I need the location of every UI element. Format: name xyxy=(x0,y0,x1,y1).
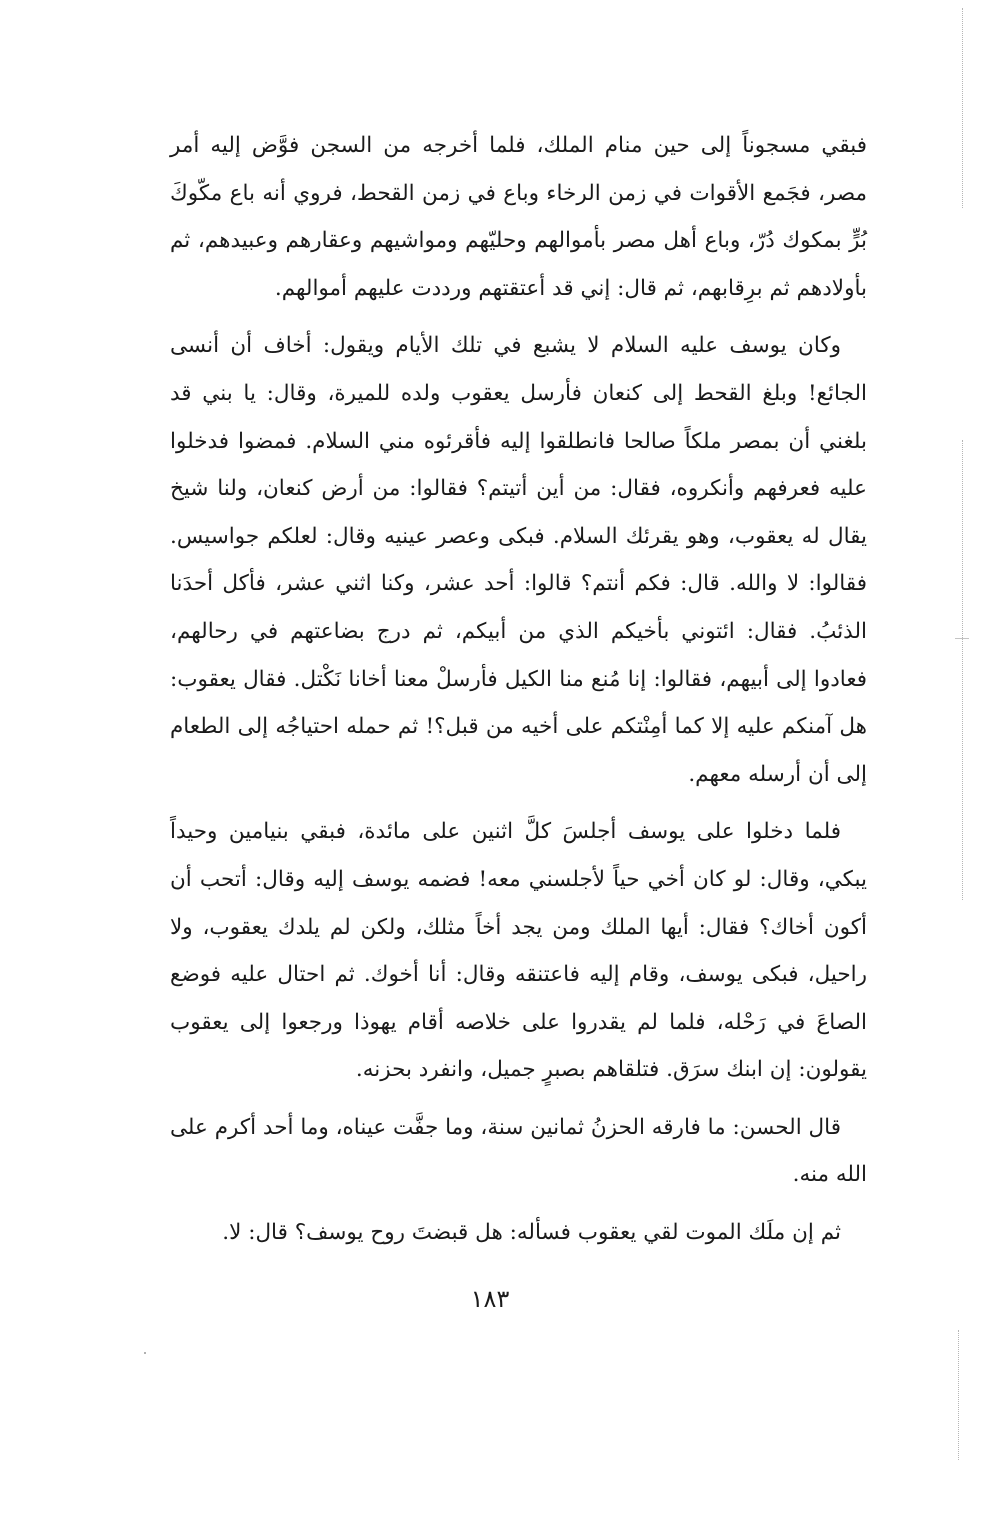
scan-edge-line xyxy=(958,1330,959,1460)
scan-speck xyxy=(144,1352,146,1354)
paragraph-angel-of-death: ثم إن ملَك الموت لقي يعقوب فسأله: هل قبضتَ روح يوسف؟ قال: لا. xyxy=(222,1220,841,1246)
scan-edge-line xyxy=(962,8,963,208)
scan-edge-mark xyxy=(955,638,969,639)
paragraph-joseph-stores-grain: فبقي مسجوناً إلى حين منام الملك، فلما أخرجه من السجن فوَّض إليه أمر مصر، فجَمع الأقوات في زمن الرخاء وباع في زمن القحط، فروي أنه باع مكّوكَ بُرٍّ بمكوك دُرّ، وباع أهل مصر بأموالهم وحليّهم ومواشيهم وعقارهم وعبيدهم، ثم بأولادهم ثم برِقابهم، ثم قال: إني قد أعتقتهم ورددت عليهم أموالهم. xyxy=(170,133,867,301)
paragraph-hasan-saying: قال الحسن: ما فارقه الحزنُ ثمانين سنة، وما جفَّت عيناه، وما أحد أكرم على الله منه. xyxy=(170,1114,867,1188)
paragraph-brothers-come-to-egypt: وكان يوسف عليه السلام لا يشبع في تلك الأيام ويقول: أخاف أن أنسى الجائع! وبلغ القحط إلى كنعان فأرسل يعقوب ولده للميرة، وقال: يا بني قد بلغني أن بمصر ملكاً صالحا فانطلقوا إليه فأقرئوه مني السلام. فمضوا فدخلوا عليه فعرفهم وأنكروه، فقال: من أين أتيتم؟ فقالوا: من أرض كنعان، ولنا شيخ يقال له يعقوب، وهو يقرئك السلام. فبكى وعصر عينيه وقال: لعلكم جواسيس. فقالوا: لا والله. قال: فكم أنتم؟ قالوا: أحد عشر، وكنا اثني عشر، فأكل أحدَنا الذئبُ. فقال: ائتوني بأخيكم الذي من أبيكم، ثم درج بضاعتهم في رحالهم، فعادوا إلى أبيهم، فقالوا: إنا مُنع منا الكيل فأرسلْ معنا أخانا نَكْتل. فقال يعقوب: هل آمنكم عليه إلا كما أمِنْتكم على أخيه من قبل؟! ثم حمله احتياجُه إلى الطعام إلى أن أرسله معهم. xyxy=(170,333,867,787)
page-number: ١٨٣ xyxy=(470,1285,510,1313)
scan-edge-line xyxy=(962,440,963,900)
body-text xyxy=(170,122,867,1257)
paragraph-benjamin-reunion: فلما دخلوا على يوسف أجلسَ كلَّ اثنين على مائدة، فبقي بنيامين وحيداً يبكي، وقال: لو كان أخي حياً لأجلسني معه! فضمه يوسف إليه وقال: أتحب أن أكون أخاك؟ فقال: أيها الملك ومن يجد أخاً مثلك، ولكن لم يلدك يعقوب، ولا راحيل، فبكى يوسف، وقام إليه فاعتنقه وقال: أنا أخوك. ثم احتال عليه فوضع الصاعَ في رَحْله، فلما لم يقدروا على خلاصه أقام يهوذا ورجعوا إلى يعقوب يقولون: إن ابنك سرَق. فتلقاهم بصبرٍ جميل، وانفرد بحزنه. xyxy=(170,819,867,1083)
